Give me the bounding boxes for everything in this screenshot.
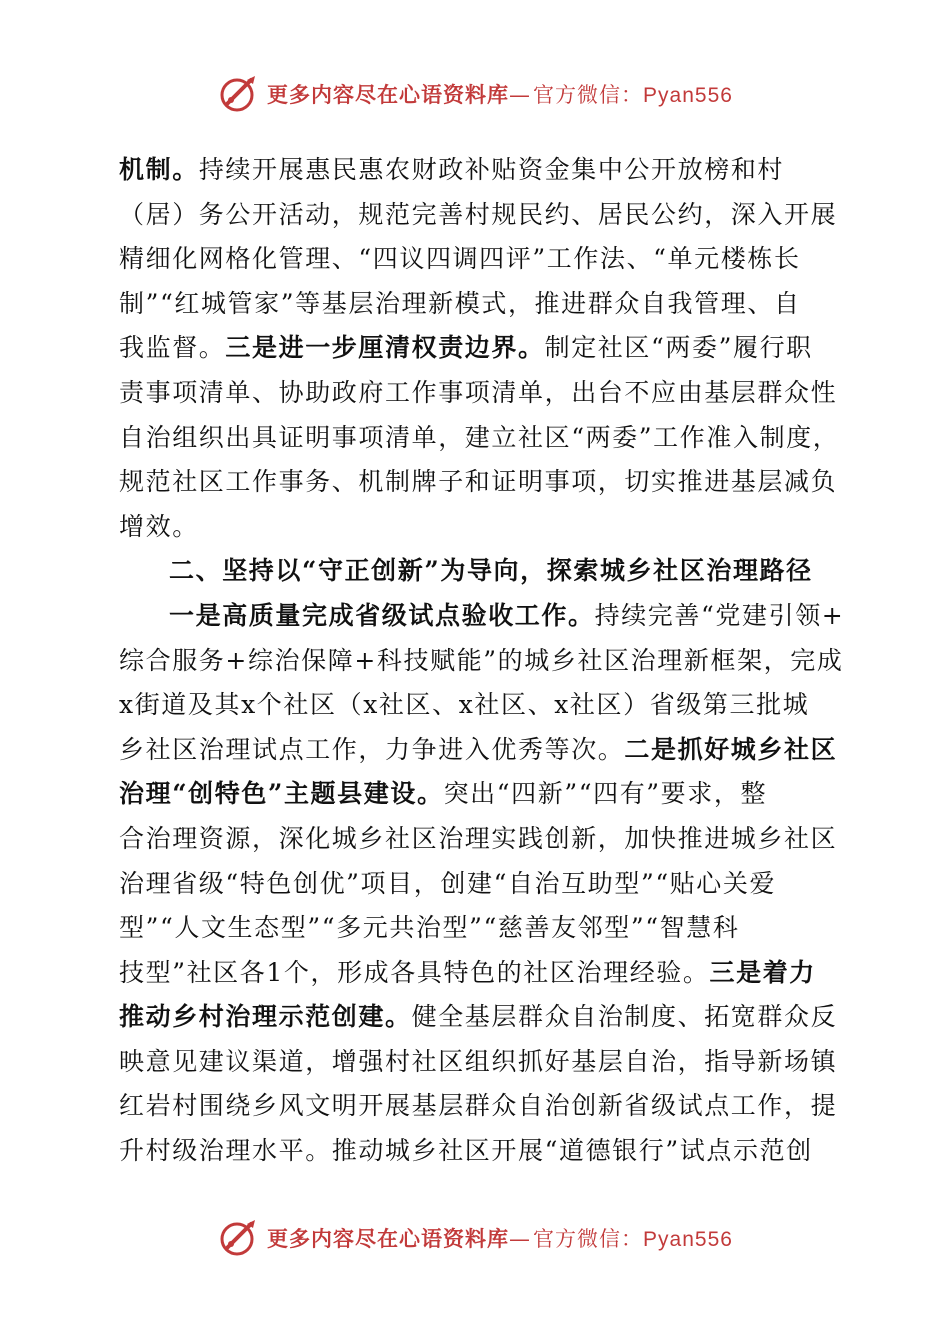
body-line: 一是高质量完成省级试点验收工作。持续完善“党建引领+ <box>169 600 845 630</box>
body-line: 推动乡村治理示范创建。健全基层群众自治制度、拓宽群众反 <box>119 1002 838 1032</box>
body-line: 映意见建议渠道，增强村社区组织抓好基层自治，指导新场镇 <box>119 1046 838 1076</box>
body-line: 责事项清单、协助政府工作事项清单，出台不应由基层群众性 <box>119 377 838 407</box>
body-line: 升村级治理水平。推动城乡社区开展“道德银行”试点示范创 <box>119 1136 813 1166</box>
body-line: 治理“创特色”主题县建设。突出“四新”“四有”要求，整 <box>119 779 768 809</box>
body-line: 合治理资源，深化城乡社区治理实践创新，加快推进城乡社区 <box>119 823 838 853</box>
emphasis-text: 三是进一步厘清权责边界。 <box>225 333 545 363</box>
body-line: 自治组织出具证明事项清单，建立社区“两委”工作准入制度， <box>119 422 840 452</box>
watermark-text: 更多内容尽在心语资料库—官方微信：Pyan556 <box>267 83 733 107</box>
emphasis-text: 治理“创特色”主题县建设。 <box>119 779 444 809</box>
watermark-text: 更多内容尽在心语资料库—官方微信：Pyan556 <box>267 1227 733 1251</box>
body-line: 红岩村围绕乡风文明开展基层群众自治创新省级试点工作，提 <box>119 1091 838 1121</box>
body-line: 增效。 <box>119 511 199 541</box>
body-line: （居）务公开活动，规范完善村规民约、居民公约，深入开展 <box>119 199 838 229</box>
emphasis-text: 推动乡村治理示范创建。 <box>119 1002 412 1032</box>
emphasis-text: 机制。 <box>119 155 199 184</box>
document-body <box>119 148 845 1174</box>
pen-logo-icon <box>217 74 261 114</box>
body-line: 型”“人文生态型”“多元共治型”“慈善友邻型”“智慧科 <box>119 913 740 943</box>
body-line: 精细化网格化管理、“四议四调四评”工作法、“单元楼栋长 <box>119 244 801 274</box>
emphasis-text: 一是高质量完成省级试点验收工作。 <box>169 600 595 630</box>
body-line: 技型”社区各1个，形成各具特色的社区治理经验。三是着力 <box>119 957 816 987</box>
emphasis-text: 二是抓好城乡社区 <box>624 734 838 764</box>
body-line: 机制。持续开展惠民惠农财政补贴资金集中公开放榜和村 <box>119 155 785 184</box>
section-heading: 二、坚持以“守正创新”为导向，探索城乡社区治理路径 <box>169 556 813 586</box>
body-line: 我监督。三是进一步厘清权责边界。制定社区“两委”履行职 <box>119 333 813 363</box>
watermark-banner-bottom <box>0 1216 950 1260</box>
emphasis-text: 三是着力 <box>709 957 816 987</box>
body-line: 规范社区工作事务、机制牌子和证明事项，切实推进基层减负 <box>119 467 838 497</box>
body-line: x街道及其x个社区（x社区、x社区、x社区）省级第三批城 <box>119 690 810 720</box>
body-line: 治理省级“特色创优”项目，创建“自治互助型”“贴心关爱 <box>119 868 777 898</box>
watermark-banner-top <box>0 72 950 116</box>
body-line: 乡社区治理试点工作，力争进入优秀等次。二是抓好城乡社区 <box>119 734 838 764</box>
body-line: 制”“红城管家”等基层治理新模式，推进群众自我管理、自 <box>119 288 801 318</box>
pen-logo-icon <box>217 1218 261 1258</box>
body-line: 综合服务+综治保障+科技赋能”的城乡社区治理新框架，完成 <box>119 645 844 675</box>
